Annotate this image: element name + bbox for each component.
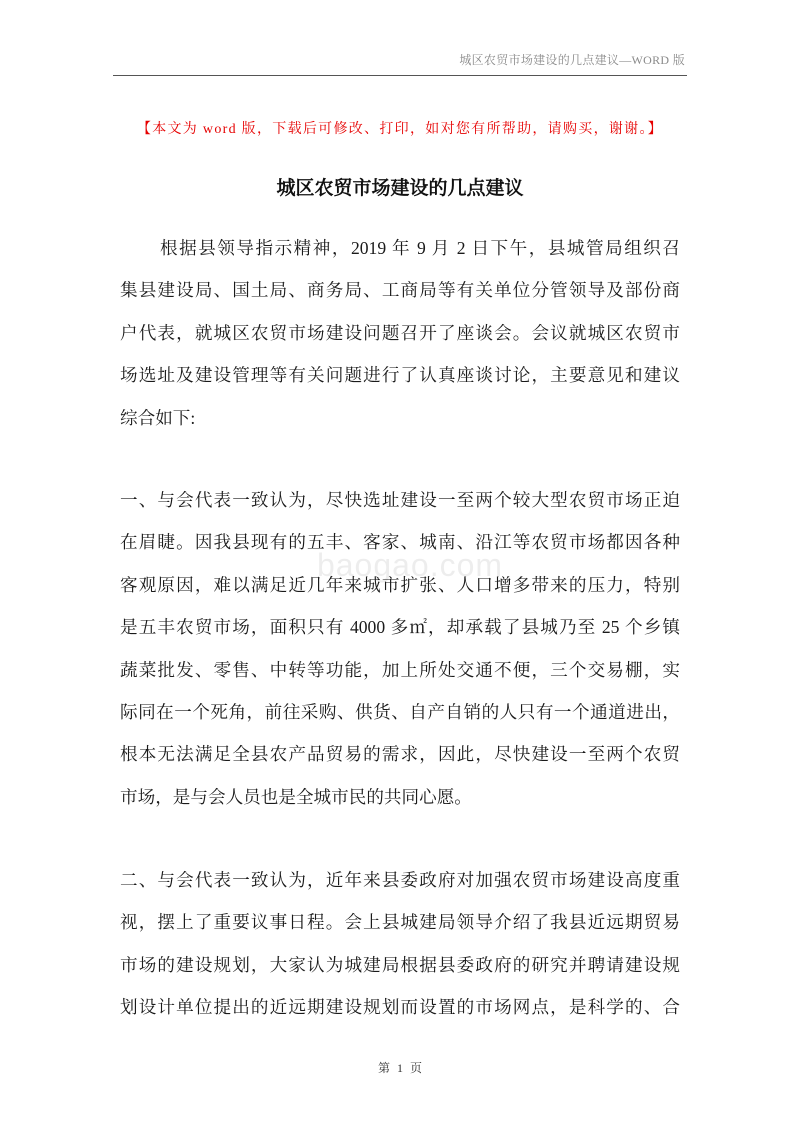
document-title: 城区农贸市场建设的几点建议 bbox=[276, 178, 524, 199]
body-line: 集县建设局、国土局、商务局、工商局等有关单位分管领导及部份商 bbox=[120, 280, 680, 301]
body-line: 际同在一个死角，前往采购、供货、自产自销的人只有一个通道进出， bbox=[120, 701, 680, 722]
header-rule bbox=[113, 75, 687, 76]
body-line: 在眉睫。因我县现有的五丰、客家、城南、沿江等农贸市场都因各种 bbox=[120, 532, 680, 553]
body-line: 市场，是与会人员也是全城市民的共同心愿。 bbox=[120, 786, 472, 807]
body-line: 户代表，就城区农贸市场建设问题召开了座谈会。会议就城区农贸市 bbox=[120, 322, 680, 343]
paragraph-1 bbox=[120, 227, 680, 439]
body-line: 场选址及建设管理等有关问题进行了认真座谈讨论，主要意见和建议 bbox=[120, 365, 680, 386]
paragraph-3 bbox=[120, 859, 680, 1029]
body-line: 根据县领导指示精神，2019 年 9 月 2 日下午，县城管局组织召 bbox=[160, 238, 680, 258]
body-line: 二、与会代表一致认为，近年来县委政府对加强农贸市场建设高度重 bbox=[120, 870, 680, 890]
page-number-footer: 第 1 页 bbox=[377, 1061, 422, 1075]
body-line: 一、与会代表一致认为，尽快选址建设一至两个较大型农贸市场正迫 bbox=[120, 490, 680, 510]
body-line: 客观原因，难以满足近几年来城市扩张、人口增多带来的压力，特别 bbox=[120, 574, 680, 595]
body-line: 划设计单位提出的近远期建设规划而设置的市场网点，是科学的、合 bbox=[120, 997, 680, 1018]
running-header: 城区农贸市场建设的几点建议—WORD 版 bbox=[459, 53, 685, 67]
body-line: 是五丰农贸市场，面积只有 4000 多㎡，却承载了县城乃至 25 个乡镇 bbox=[120, 617, 680, 638]
download-notice: 【本文为 word 版，下载后可修改、打印，如对您有所帮助，请购买，谢谢。】 bbox=[136, 122, 664, 137]
body-line: 视，摆上了重要议事日程。会上县城建局领导介绍了我县近远期贸易 bbox=[120, 912, 680, 933]
body-line: 蔬菜批发、零售、中转等功能，加上所处交通不便，三个交易棚，实 bbox=[120, 659, 680, 680]
paragraph-2 bbox=[120, 479, 680, 818]
body-line: 根本无法满足全县农产品贸易的需求，因此，尽快建设一至两个农贸 bbox=[120, 744, 680, 765]
body-line: 市场的建设规划，大家认为城建局根据县委政府的研究并聘请建设规 bbox=[120, 954, 680, 975]
body-line: 综合如下: bbox=[120, 407, 196, 428]
watermark: baogao.com bbox=[316, 547, 504, 583]
